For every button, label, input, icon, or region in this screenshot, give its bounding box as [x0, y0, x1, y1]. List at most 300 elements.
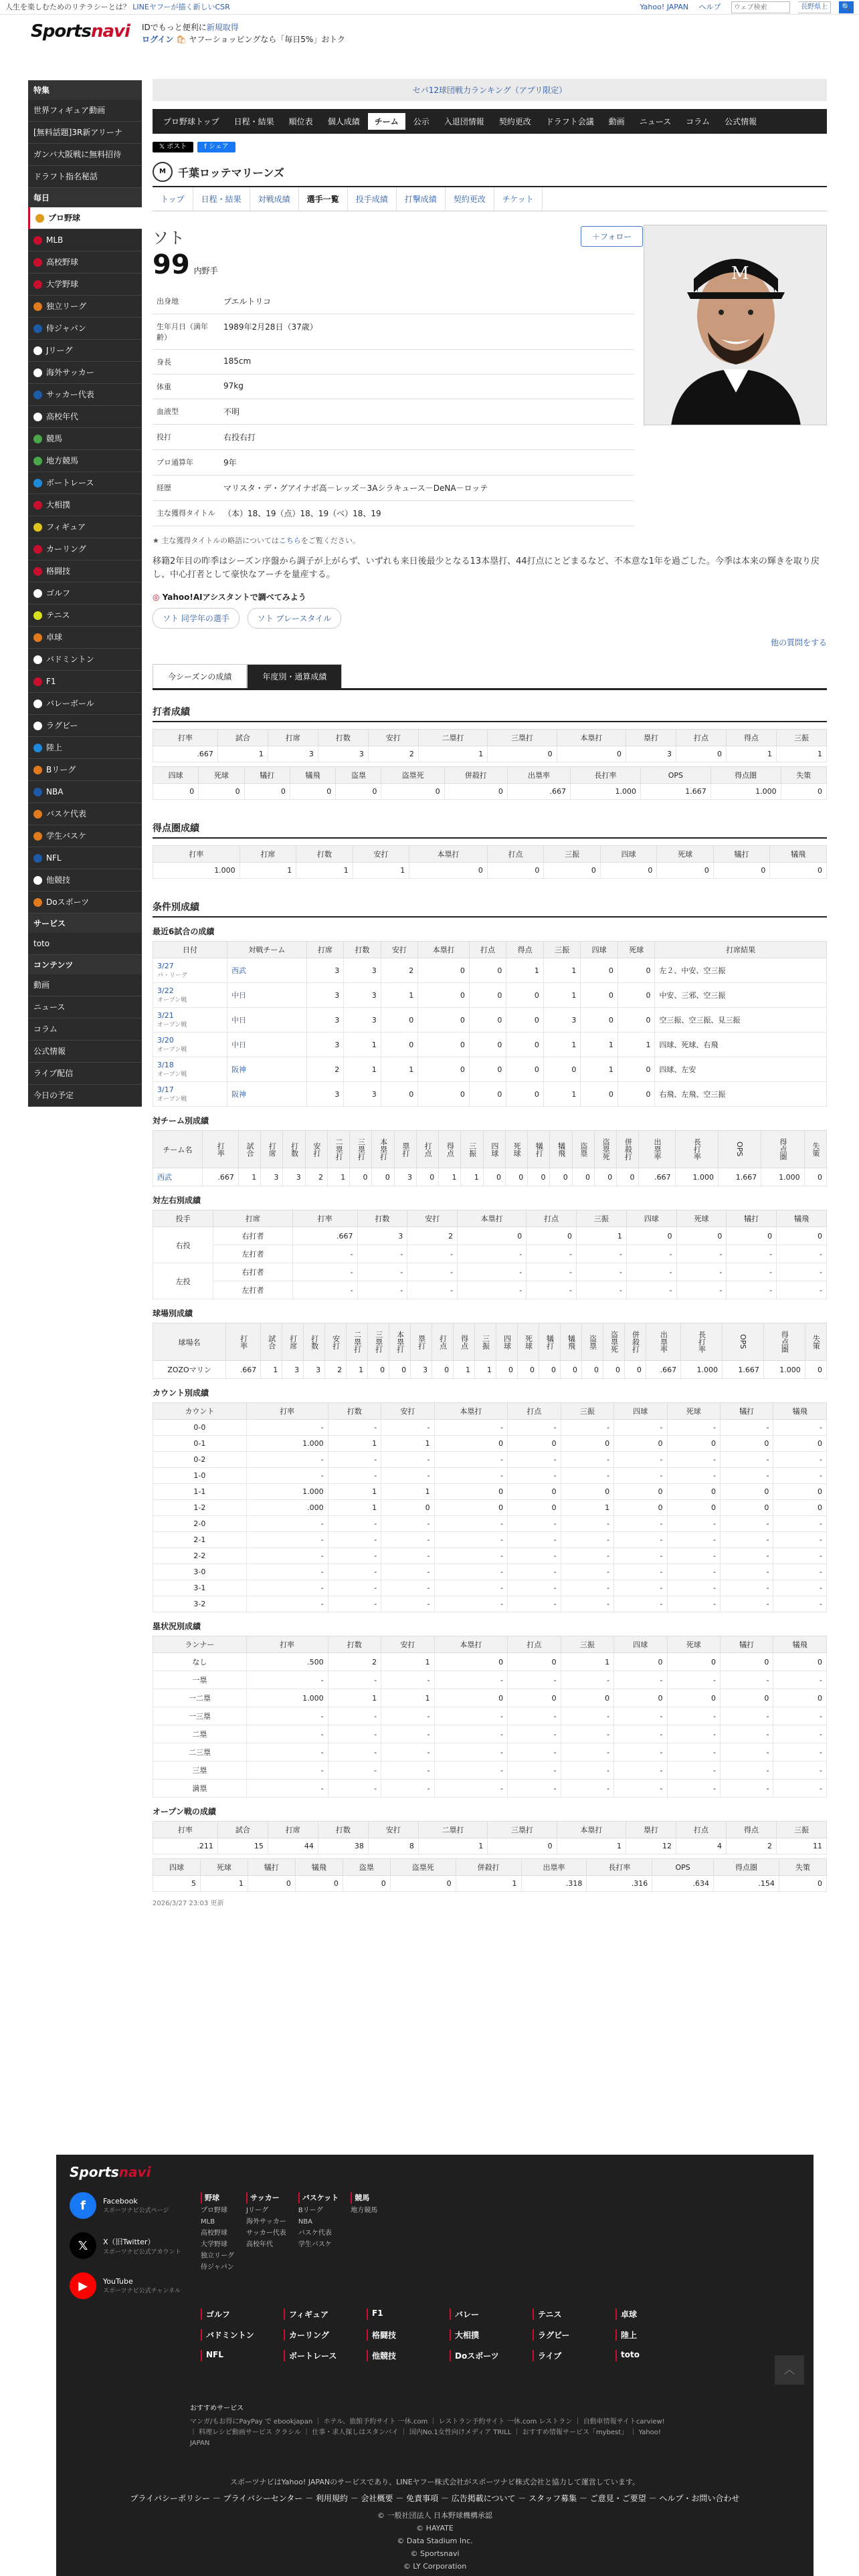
opponent[interactable]	[227, 1057, 307, 1082]
sidebar-item[interactable]	[28, 891, 142, 914]
sport-icon	[33, 457, 42, 465]
column-header: 試合	[217, 1822, 268, 1838]
table-cell: -	[727, 1281, 777, 1299]
team-subnav-tab[interactable]: 打撃成績	[397, 187, 446, 211]
footer-sport-link[interactable]: NFL	[201, 2350, 264, 2361]
team-name-cell[interactable]	[153, 1168, 203, 1186]
table-cell: 1	[561, 1500, 613, 1516]
team-subnav-tab[interactable]: 選手一覧	[299, 187, 348, 211]
sidebar-item[interactable]	[28, 207, 142, 229]
sidebar-item[interactable]	[28, 847, 142, 869]
team-subnav-tab[interactable]: チケット	[494, 187, 543, 211]
footer-link[interactable]: Bリーグ	[298, 2207, 323, 2214]
sidebar-item[interactable]	[28, 318, 142, 340]
sidebar-feature-item[interactable]: ガンバ大阪戦に無料招待	[28, 144, 142, 166]
table-cell: 満塁	[153, 1780, 247, 1798]
game-date[interactable]	[153, 1008, 227, 1033]
sidebar-item[interactable]	[28, 384, 142, 406]
footer-sport-link[interactable]: フィギュア	[284, 2309, 347, 2320]
sidebar-item[interactable]	[28, 825, 142, 847]
web-search-input[interactable]	[731, 1, 790, 13]
table-cell: 3	[626, 746, 676, 762]
sns-link[interactable]	[70, 2232, 181, 2259]
table-cell: -	[508, 1516, 561, 1532]
column-header: 安打	[368, 730, 418, 746]
game-date-link[interactable]: 3/27	[157, 962, 174, 970]
footer-sport-link[interactable]: テニス	[533, 2309, 595, 2320]
footer-sport-link[interactable]: 大相撲	[450, 2329, 512, 2341]
footer-link[interactable]: プロ野球	[201, 2207, 227, 2214]
facebook-share-button[interactable]: f シェア	[197, 142, 235, 152]
table-cell: -	[720, 1516, 773, 1532]
at-bat-results: 四球、死球、右飛	[655, 1033, 827, 1057]
sidebar-item[interactable]	[28, 803, 142, 825]
column-header: 長打率	[675, 1131, 718, 1168]
column-header: 安打	[353, 846, 409, 863]
team-subnav-tab[interactable]: トップ	[153, 187, 193, 211]
table-row	[153, 1838, 827, 1854]
sport-icon	[33, 435, 42, 443]
table-cell: 1	[353, 863, 409, 879]
game-date-link[interactable]: 3/21	[157, 1011, 174, 1020]
column-header: 得点圏	[710, 767, 781, 784]
batter-side: 左打者	[213, 1281, 293, 1299]
table-cell: 2	[368, 746, 418, 762]
sidebar-item[interactable]	[28, 428, 142, 450]
opponent-link[interactable]: 中日	[231, 1016, 247, 1025]
footer-sport-link[interactable]: バドミントン	[201, 2329, 264, 2341]
table-cell: 1	[456, 1876, 521, 1892]
nav-tab[interactable]: チーム	[368, 113, 405, 130]
x-share-button[interactable]: 𝕏 ポスト	[153, 142, 193, 152]
footer-sport-link[interactable]: 卓球	[615, 2309, 678, 2320]
search-icon[interactable]: 🔍	[839, 1, 854, 13]
column-header: 打数	[304, 1323, 325, 1361]
sport-icon	[33, 501, 42, 510]
table-cell: 1	[328, 1500, 381, 1516]
table-cell: -	[328, 1420, 381, 1436]
table-cell: -	[773, 1452, 827, 1468]
sidebar-item-label: テニス	[46, 610, 70, 620]
sidebar-section-daily: 毎日	[28, 188, 142, 207]
svg-text:M: M	[731, 263, 749, 284]
table-cell: -	[614, 1516, 667, 1532]
ranking-banner[interactable]: セパ12球団戦力ランキング（アプリ限定）	[153, 79, 827, 101]
follow-button[interactable]: ＋フォロー	[581, 226, 643, 247]
table-cell: 0	[572, 1168, 594, 1186]
table-cell: 0	[667, 1436, 720, 1452]
table-cell: 0	[336, 784, 381, 800]
footer-link[interactable]: NBA	[298, 2218, 312, 2226]
nav-tab[interactable]: 公式情報	[725, 117, 757, 126]
table-cell: -	[577, 1281, 627, 1299]
table-cell: 0	[561, 1436, 613, 1452]
opponent[interactable]	[227, 1008, 307, 1033]
opponent[interactable]	[227, 1033, 307, 1057]
game-date-link[interactable]: 3/17	[157, 1085, 174, 1094]
sidebar-content-item[interactable]: コラム	[28, 1018, 142, 1041]
column-header: 本塁打	[418, 942, 470, 958]
yahoo-japan-link[interactable]: Yahoo! JAPAN	[640, 3, 688, 11]
nav-tab[interactable]: 入退団情報	[444, 117, 484, 126]
column-header: カウント	[153, 1403, 247, 1420]
table-cell: -	[777, 1263, 827, 1281]
nav-tab[interactable]: コラム	[686, 117, 710, 126]
sns-link[interactable]	[70, 2192, 181, 2219]
table-cell: .316	[587, 1876, 652, 1892]
sidebar-content-item[interactable]: 公式情報	[28, 1041, 142, 1063]
table-cell: 0	[390, 1876, 456, 1892]
sidebar-item[interactable]	[28, 649, 142, 671]
table-cell: -	[720, 1564, 773, 1580]
opponent-link[interactable]: 西武	[231, 966, 247, 975]
table-row	[153, 1876, 827, 1892]
team-subnav-tab[interactable]: 契約更改	[446, 187, 494, 211]
column-header: 盗塁	[572, 1131, 594, 1168]
table-cell: 0	[458, 1227, 527, 1245]
column-header: 盗塁死	[390, 1859, 456, 1876]
table-cell: 0	[561, 1689, 613, 1707]
table-cell: 0	[713, 863, 770, 879]
sidebar-item[interactable]	[28, 538, 142, 560]
footer-logo[interactable]: Sportsnavi	[70, 2164, 151, 2180]
column-header: 本塁打	[372, 1131, 394, 1168]
table-cell: -	[667, 1725, 720, 1743]
table-row	[153, 1500, 827, 1516]
opponent[interactable]	[227, 1082, 307, 1107]
sport-icon	[33, 567, 42, 576]
sidebar-feature-item[interactable]: 世界フィギュア動画	[28, 100, 142, 122]
sidebar-service-item[interactable]: toto	[28, 933, 142, 955]
table-cell: 0	[539, 1361, 561, 1379]
column-header: 試合	[217, 730, 268, 746]
table-cell: 1	[776, 746, 826, 762]
footer-link[interactable]: 学生バスケ	[298, 2241, 332, 2248]
batter-side: 右打者	[213, 1263, 293, 1281]
table-cell: 0	[676, 1227, 727, 1245]
strip-link[interactable]: LINEヤフーが描く新しいCSR	[132, 3, 230, 11]
footer-link[interactable]: 侍ジャパン	[201, 2264, 234, 2271]
recommended-links[interactable]: マンガ/もお得にPayPay で ebookjapan ｜ ホテル、旅館予約サイト 一休.com ｜ レストラン予約サイト 一休.com レストラン ｜ 自動車情報サイトcarview! ｜ 料理レシピ動画サービス クラシル ｜ 仕事・求人探しはスタンバイ ｜ 国内No.1女性向けメディア TRILL ｜ おすすめ情報サービス「mybest」 ｜ Yahoo! JAPAN	[190, 2418, 665, 2447]
opponent[interactable]	[227, 958, 307, 983]
table-cell: 0	[508, 1653, 561, 1671]
table-cell: 12	[626, 1838, 676, 1854]
player-name: ソト	[153, 229, 185, 247]
sidebar-feature-item[interactable]: [無料話題]3R新アリーナ	[28, 122, 142, 144]
table-cell: 0	[434, 1500, 508, 1516]
sidebar-content-item[interactable]: ライブ配信	[28, 1063, 142, 1085]
footer-sport-link[interactable]: 他競技	[367, 2350, 430, 2361]
table-cell: 1	[543, 983, 581, 1008]
table-cell: -	[773, 1780, 827, 1798]
back-to-top-button[interactable]: ︿	[775, 2355, 804, 2385]
column-header: 本塁打	[434, 1403, 508, 1420]
table-header-row	[153, 730, 827, 746]
sidebar-item[interactable]	[28, 406, 142, 428]
table-cell: -	[727, 1245, 777, 1263]
game-date[interactable]	[153, 958, 227, 983]
game-date[interactable]	[153, 1033, 227, 1057]
column-header: 打点	[469, 942, 506, 958]
table-cell: -	[577, 1245, 627, 1263]
register-link[interactable]: 新規取得	[206, 23, 239, 32]
opponent[interactable]	[227, 983, 307, 1008]
column-header: 盗塁死	[603, 1323, 624, 1361]
more-questions-link[interactable]: 他の質問をする	[770, 638, 827, 647]
sport-icon	[33, 854, 42, 863]
footer-link[interactable]: 地方競馬	[351, 2207, 378, 2214]
location-label[interactable]: 長野県上	[798, 1, 831, 13]
sport-icon	[33, 788, 42, 796]
sidebar-item[interactable]	[28, 627, 142, 649]
team-link[interactable]: 西武	[157, 1173, 172, 1182]
sidebar-item-label: Bリーグ	[46, 764, 76, 774]
footer-column-title[interactable]: 競馬	[351, 2192, 377, 2204]
column-header: 失策	[804, 1131, 826, 1168]
sidebar-item[interactable]	[28, 340, 142, 362]
copyright-datastadium: © Data Stadium Inc.	[397, 2537, 473, 2545]
vs-lr-table	[153, 1210, 827, 1299]
opponent-link[interactable]: 阪神	[231, 1090, 247, 1099]
table-cell: -	[614, 1707, 667, 1725]
nav-tab[interactable]: 公示	[413, 117, 430, 126]
footer-sport-link[interactable]: Doスポーツ	[450, 2350, 512, 2361]
table-cell: -	[773, 1596, 827, 1612]
table-cell: -	[720, 1725, 773, 1743]
table-cell: -	[381, 1671, 434, 1689]
table-cell: 0-0	[153, 1420, 247, 1436]
game-date-link[interactable]: 3/20	[157, 1036, 174, 1045]
sidebar-item[interactable]	[28, 494, 142, 516]
shopping-promo[interactable]: 🛍 ヤフーショッピングなら「毎日5%」おトク	[176, 35, 346, 44]
sidebar-item[interactable]	[28, 251, 142, 274]
login-link[interactable]: ログイン	[142, 35, 174, 44]
sidebar-content-item[interactable]: 今日の予定	[28, 1085, 142, 1107]
opponent-link[interactable]: 阪神	[231, 1065, 247, 1074]
footer-link[interactable]: Jリーグ	[246, 2207, 268, 2214]
game-date-link[interactable]: 3/22	[157, 986, 174, 995]
column-header: 得点	[726, 730, 776, 746]
sidebar-item-label: NFL	[46, 853, 62, 863]
table-cell: -	[508, 1468, 561, 1484]
footer-sport-link[interactable]: ラグビー	[533, 2329, 595, 2341]
table-cell: -	[667, 1564, 720, 1580]
footer-policy-links[interactable]: プライバシーポリシー － プライバシーセンター － 利用規約 － 会社概要 － 免責事項 － 広告掲載について － スタッフ募集 － ご意見・ご要望 － ヘルプ・お問い合わせ	[130, 2494, 740, 2503]
table-cell: 0	[434, 1436, 508, 1452]
nav-tab[interactable]: 日程・結果	[233, 117, 274, 126]
footer-link[interactable]: 独立リーグ	[201, 2252, 234, 2260]
ai-suggestion-button[interactable]: ソト 同学年の選手	[153, 608, 240, 629]
table-cell: 3	[306, 1033, 344, 1057]
sidebar-item[interactable]	[28, 781, 142, 803]
sidebar-item[interactable]	[28, 869, 142, 891]
footer-link[interactable]: バスケ代表	[298, 2230, 332, 2237]
sns-icon: ▶	[70, 2272, 96, 2299]
table-cell: 44	[268, 1838, 318, 1854]
table-header-row	[153, 1131, 827, 1168]
footer-sport-link[interactable]: ゴルフ	[201, 2309, 264, 2320]
column-header: 打点	[676, 1822, 727, 1838]
sidebar-item[interactable]	[28, 450, 142, 472]
help-link[interactable]: ヘルプ	[698, 3, 721, 11]
table-cell: 0	[434, 1653, 508, 1671]
sidebar-item-label: 高校野球	[46, 257, 79, 267]
profile-value: 97kg	[219, 374, 634, 399]
sns-sub: スポーツナビ公式ページ	[103, 2208, 169, 2214]
table-cell: 0	[581, 1361, 603, 1379]
sidebar-item[interactable]	[28, 274, 142, 296]
sidebar-item[interactable]	[28, 362, 142, 384]
sidebar-item[interactable]	[28, 472, 142, 494]
footer-sport-link[interactable]: 格闘技	[367, 2329, 430, 2341]
table-row	[153, 1596, 827, 1612]
profile-row	[153, 399, 634, 425]
nav-tab[interactable]: プロ野球トップ	[163, 117, 219, 126]
column-header: 打点	[487, 846, 544, 863]
sidebar-item[interactable]	[28, 582, 142, 605]
footer-column-title[interactable]: バスケット	[298, 2192, 339, 2204]
footer-sport-link[interactable]: ライブ	[533, 2350, 595, 2361]
footer-sport-link[interactable]: 陸上	[615, 2329, 678, 2341]
game-date[interactable]	[153, 983, 227, 1008]
footer-link[interactable]: MLB	[201, 2218, 215, 2226]
table-cell: -	[720, 1420, 773, 1436]
opponent-link[interactable]: 中日	[231, 991, 247, 1000]
table-cell: -	[561, 1516, 613, 1532]
sport-icon	[33, 413, 42, 421]
ai-suggestion-button[interactable]: ソト プレースタイル	[248, 608, 342, 629]
team-subnav	[153, 187, 827, 211]
sport-icon	[33, 589, 42, 598]
table-cell: 1	[543, 1082, 581, 1107]
footer-sport-link[interactable]: バレー	[450, 2309, 512, 2320]
table-cell: -	[434, 1548, 508, 1564]
table-cell: -	[381, 1596, 434, 1612]
column-header: 打数	[318, 1822, 368, 1838]
sidebar-item[interactable]	[28, 737, 142, 759]
footer-link[interactable]: 海外サッカー	[246, 2218, 286, 2226]
footer-sport-link[interactable]: ボートレース	[284, 2350, 347, 2361]
sidebar-item[interactable]	[28, 516, 142, 538]
table-cell: -	[246, 1671, 328, 1689]
footer-sport-link[interactable]: toto	[615, 2350, 678, 2361]
table-cell: -	[434, 1532, 508, 1548]
table-cell: -	[434, 1707, 508, 1725]
nav-tab[interactable]: ドラフト会議	[545, 117, 594, 126]
table-cell: -	[626, 1281, 676, 1299]
table-cell: -	[614, 1548, 667, 1564]
team-subnav-tab[interactable]: 対戦成績	[250, 187, 299, 211]
column-header: 打数	[357, 1210, 407, 1227]
table-cell: 1	[381, 1057, 418, 1082]
table-cell: -	[458, 1245, 527, 1263]
table-cell: 0	[773, 1484, 827, 1500]
sportsnavi-logo[interactable]: Sportsnavi	[31, 21, 130, 41]
footer-link[interactable]: 高校野球	[201, 2230, 227, 2237]
table-cell: 0	[667, 1653, 720, 1671]
footer-column-title[interactable]: サッカー	[246, 2192, 286, 2204]
column-header: 死球	[200, 1859, 248, 1876]
nav-tab[interactable]: 個人成績	[327, 117, 360, 126]
table-cell: -	[246, 1564, 328, 1580]
tab-yearly[interactable]: 年度別・通算成績	[247, 664, 342, 688]
sidebar-item[interactable]	[28, 560, 142, 582]
table-cell: -	[407, 1263, 458, 1281]
title-note-link[interactable]: こちら	[278, 536, 301, 545]
footer-link[interactable]: サッカー代表	[246, 2230, 286, 2237]
table-cell: 0	[581, 983, 618, 1008]
table-cell: 0	[506, 1008, 544, 1033]
sidebar-feature-item[interactable]: ドラフト指名秘話	[28, 166, 142, 188]
sidebar-item[interactable]	[28, 759, 142, 781]
copyright-sportsnavi: © Sportsnavi	[410, 2549, 460, 2558]
table-cell: -	[381, 1780, 434, 1798]
footer-link[interactable]: 大学野球	[201, 2241, 227, 2248]
footer-categories	[201, 2192, 377, 2273]
sidebar-item[interactable]	[28, 229, 142, 251]
table-cell: -	[508, 1725, 561, 1743]
sidebar-content-item[interactable]: 動画	[28, 974, 142, 996]
table-cell: -	[407, 1281, 458, 1299]
table-header-row	[153, 767, 827, 784]
table-cell: -	[614, 1743, 667, 1761]
nav-tab[interactable]: ニュース	[639, 117, 672, 126]
table-cell: -	[508, 1743, 561, 1761]
table-row	[153, 1707, 827, 1725]
game-date[interactable]	[153, 1057, 227, 1082]
profile-key: 身長	[153, 350, 219, 374]
table-cell: -	[508, 1761, 561, 1780]
table-cell: -	[561, 1468, 613, 1484]
sidebar-item[interactable]	[28, 715, 142, 737]
team-subnav-tab[interactable]: 日程・結果	[193, 187, 250, 211]
table-cell: -	[246, 1780, 328, 1798]
sidebar-item-label: Jリーグ	[46, 345, 73, 355]
table-cell: -	[777, 1281, 827, 1299]
footer-sport-link[interactable]: F1	[367, 2309, 430, 2320]
table-cell: 0	[603, 1361, 624, 1379]
game-date[interactable]	[153, 1082, 227, 1107]
sidebar-item[interactable]	[28, 605, 142, 627]
game-date-link[interactable]: 3/18	[157, 1061, 174, 1069]
sidebar-item[interactable]	[28, 296, 142, 318]
table-cell: -	[773, 1420, 827, 1436]
table-cell: -	[667, 1596, 720, 1612]
footer-column-title[interactable]: 野球	[201, 2192, 234, 2204]
nav-tab[interactable]: 契約更改	[498, 117, 531, 126]
profile-value: プエルトリコ	[219, 289, 634, 314]
nav-tab[interactable]: 動画	[608, 117, 625, 126]
opponent-link[interactable]: 中日	[231, 1041, 247, 1049]
sns-link[interactable]	[70, 2272, 181, 2299]
table-cell: -	[508, 1452, 561, 1468]
footer-sport-link[interactable]: カーリング	[284, 2329, 347, 2341]
footer-link[interactable]: 高校年代	[246, 2241, 273, 2248]
nav-tab[interactable]: 順位表	[288, 117, 313, 126]
table-cell: 1.000	[246, 1484, 328, 1500]
sidebar-item[interactable]	[28, 671, 142, 693]
sidebar-item-label: 他競技	[46, 875, 71, 885]
team-subnav-tab[interactable]: 投手成績	[348, 187, 397, 211]
sidebar-content-item[interactable]: ニュース	[28, 996, 142, 1018]
sport-icon	[33, 722, 42, 730]
column-header: 長打率	[681, 1323, 723, 1361]
table-cell: 2	[381, 958, 418, 983]
sidebar-item[interactable]	[28, 693, 142, 715]
sport-icon	[33, 545, 42, 554]
tab-this-season[interactable]: 今シーズンの成績	[153, 664, 247, 688]
table-cell: 1	[543, 1033, 581, 1057]
